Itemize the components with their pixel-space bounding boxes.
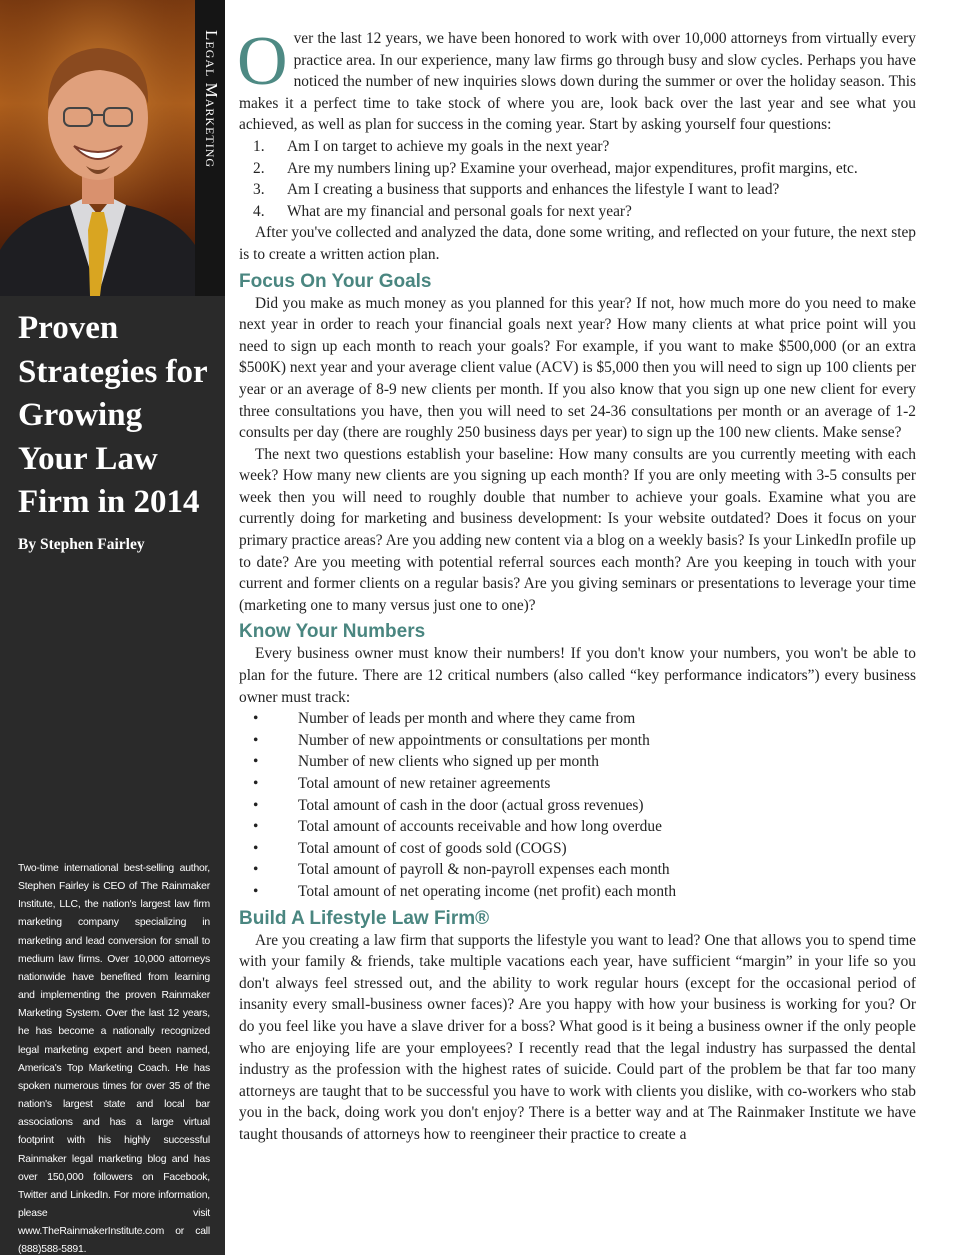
list-item-text: Total amount of cash in the door (actual gross revenues) [298, 796, 644, 814]
bullet-icon: • [253, 818, 259, 836]
bullet-icon: • [253, 753, 259, 771]
list-item [239, 881, 916, 903]
list-item-text: Are my numbers lining up? Examine your overhead, major expenditures, profit margins, etc. [287, 159, 858, 177]
list-item-text: What are my financial and personal goals for next year? [287, 202, 632, 220]
bullet-icon: • [253, 839, 259, 857]
article-title: Proven Strategies for Growing Your Law Firm in 2014 [18, 310, 208, 520]
article-body [237, 23, 916, 1146]
list-item [239, 158, 916, 180]
list-item-text: Number of new appointments or consultations per month [298, 731, 650, 749]
list-item-text: Am I creating a business that supports and enhances the lifestyle I want to lead? [287, 181, 780, 199]
list-item [239, 179, 916, 201]
section-heading: Know Your Numbers [239, 621, 426, 643]
list-item-text: Am I on target to achieve my goals in the next year? [287, 137, 610, 155]
bullet-icon: • [253, 861, 259, 879]
list-item [239, 838, 916, 860]
sidebar [0, 0, 225, 1255]
list-number: 1. [253, 137, 265, 155]
list-item-text: Total amount of net operating income (net profit) each month [298, 882, 677, 900]
kpi-list [239, 708, 916, 902]
paragraph: Are you creating a law firm that supports the lifestyle you want to lead? One that allows you to spend time with your family & friends, take multiple vacations each year, have sufficient “margin” in your life so you don't always feel stressed out, and the ability to work regular hours (except for the occasional period of insanity every small-business owner faces)? Are you happy with how your business is working for you? Or do you feel like you have a slave driver for a boss? What good is it being a business owner if the only people who are enjoying life are your employees? I recently read that the legal industry has surpassed the dental industry as the profession with the highest rates of suicide. Could part of the problem be that far too many attorneys are taught that to be successful you have to work with clients you dislike, with co-workers who stab you in the back, doing work you don't enjoy? There is a better way and at The Rainmaker Institute we have taught thousands of attorneys how to reengineer their practice to create a [239, 931, 916, 1143]
list-item [239, 730, 916, 752]
drop-cap: O [237, 23, 288, 100]
list-number: 2. [253, 159, 265, 177]
list-item [239, 773, 916, 795]
list-item-text: Number of new clients who signed up per month [298, 753, 599, 771]
list-item [239, 136, 916, 158]
list-item-text: Total amount of cost of goods sold (COGS) [298, 839, 567, 857]
byline: By Stephen Fairley [18, 536, 145, 553]
paragraph: The next two questions establish your baseline: How many consults are you currently meeting with each week? How many new clients are you signing up each month? If you are only meeting with 3-5 consults per week then you will need to roughly double that number to achieve your goals. Examine what you are currently doing for marketing and business development: Is your website outdated? Does it focus on your primary practice areas? Are you adding new content via a blog on a weekly basis? Is your LinkedIn profile up to date? Are you meeting with potential referral sources each month? Are you keeping in touch with your current and former clients on a regular basis? Are you giving seminars or presentations to leverage your time (marketing one to many versus just one to one)? [239, 445, 916, 614]
author-bio: Two-time international best-selling author, Stephen Fairley is CEO of The Rainmaker Institute, LLC, the nation's largest law firm marketing company specializing in marketing and lead conversion for small to medium law firms. Over 10,000 attorneys nationwide have benefited from learning and implementing the proven Rainmaker Marketing System. Over the last 12 years, he has become a nationally recognized legal marketing expert and been named, America's Top Marketing Coach. He has spoken numerous times for over 35 of the nation's largest state and local bar associations and has a large virtual footprint with his highly successful Rainmaker legal marketing blog and has over 150,000 followers on Facebook, Twitter and LinkedIn. For more information, please visit www.TheRainmakerInstitute.com or call (888)588-5891. [18, 863, 210, 1256]
list-item-text: Total amount of payroll & non-payroll expenses each month [298, 861, 670, 879]
author-photo [0, 0, 195, 296]
list-item [239, 708, 916, 730]
list-item-text: Number of leads per month and where they came from [298, 710, 636, 728]
bullet-icon: • [253, 882, 259, 900]
author-photo-illustration [0, 0, 195, 296]
paragraph: Every business owner must know their numbers! If you don't know your numbers, you won't be able to plan for the future. There are 12 critical numbers (also called “key performance indicators”) every business owner must track: [239, 645, 916, 706]
list-item [239, 201, 916, 223]
list-item [239, 816, 916, 838]
questions-list [239, 136, 916, 222]
list-item-text: Total amount of accounts receivable and how long overdue [298, 818, 662, 836]
section-label: Legal Marketing [202, 30, 221, 169]
list-item [239, 751, 916, 773]
list-item [239, 795, 916, 817]
intro-text: ver the last 12 years, we have been honored to work with over 10,000 attorneys from virtually every practice area. In our experience, many law firms go through busy and slow cycles. Perhaps you have noticed the number of new inquiries slows down during the summer or over the holiday season. This makes it a perfect time to take stock of where you are, look back over the last year and see what you achieved, as well as plan for success in the coming year. Start by asking yourself four questions: [239, 30, 916, 134]
section-heading: Build A Lifestyle Law Firm® [239, 907, 490, 929]
list-item-text: Total amount of new retainer agreements [298, 775, 551, 792]
bullet-icon: • [253, 710, 259, 728]
list-number: 4. [253, 202, 265, 220]
bullet-icon: • [253, 775, 259, 792]
bullet-icon: • [253, 796, 259, 814]
list-item [239, 859, 916, 881]
bullet-icon: • [253, 731, 259, 749]
paragraph: Did you make as much money as you planned for this year? If not, how much more do you need to make next year in order to reach your financial goals next year? How many clients at what price point will you need to sign up each month to reach your goals? For example, if you want to make $500,000 (or an extra $500K) next year and your average client value (ACV) is $5,000 then you will need to sign up 100 clients per year or an average of 8-9 new clients per month. If you also know that you sign up one new client for every three consultations you have, then you will need to set 24-36 consultations per month or an average of 1-2 consults per day (there are roughly 250 business days per year) to sign up the 100 new clients. Make sense? [239, 294, 916, 442]
intro-paragraph [237, 23, 916, 136]
paragraph: After you've collected and analyzed the data, done some writing, and reflected on your future, the next step is to create a written action plan. [239, 224, 916, 263]
section-heading: Focus On Your Goals [239, 270, 432, 292]
list-number: 3. [253, 181, 265, 199]
